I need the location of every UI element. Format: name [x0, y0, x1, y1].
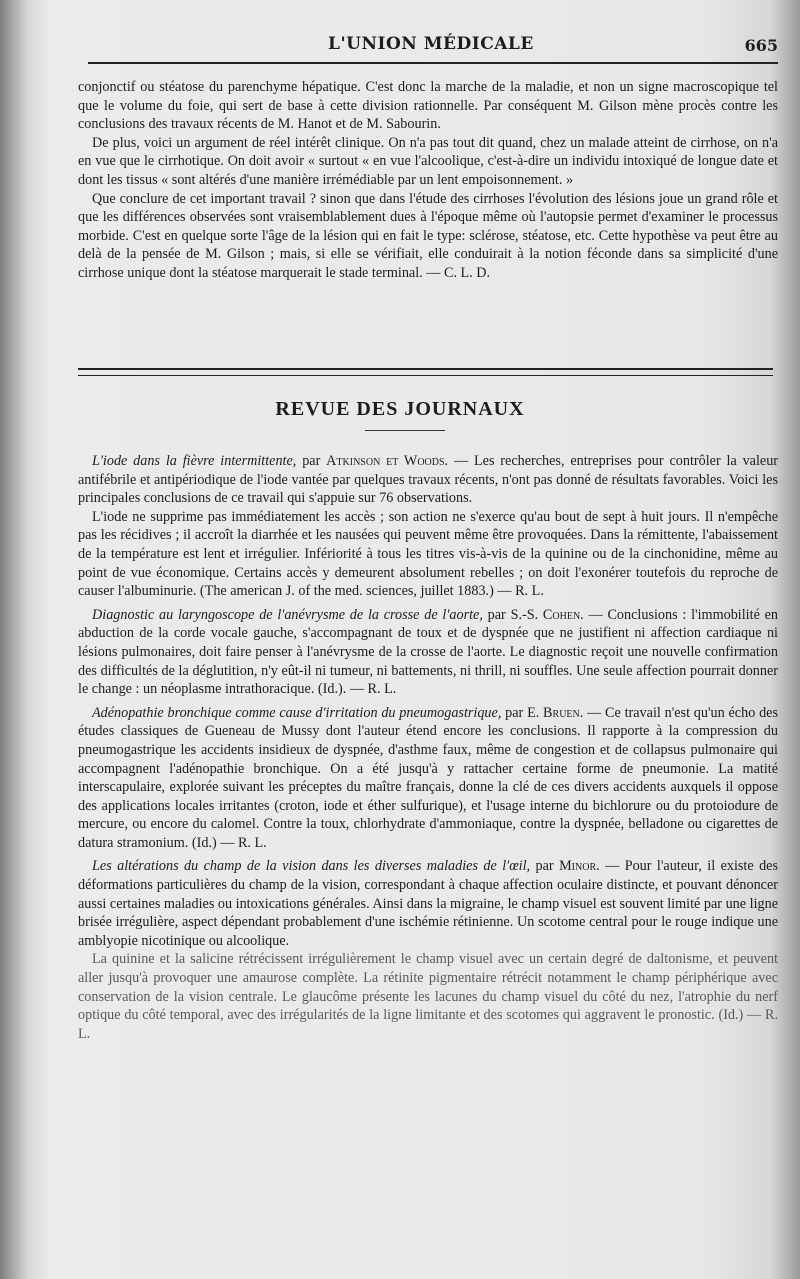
article-title: L'iode dans la fièvre intermittente, — [92, 453, 297, 469]
article-body: — Conclusions : l'immobilité en abduction de la corde vocale gauche, s'accompagnant de toux et de dyspnée que ne justifient ni affection cardiaque ni lésions pulmonaires, doit faire penser à l'anévrysme de la crosse de l'aorte. Le diagnostic reçoit une nouvelle confirmation des difficultés de la déglutition, n'y eût-il ni tumeur, ni battements, ni thrill, ni souffles. Une seule affection pourrait donner le change : un néoplasme intrathoracique. (Id.). — R. L. — [78, 606, 779, 698]
article-title: Les altérations du champ de la vision dans les diverses maladies de l'œil, — [92, 858, 531, 875]
article-continuation: L'iode ne supprime pas immédiatement les accès ; son action ne s'exerce qu'au bout de sept à huit jours. Il n'empêche pas les récidives ; il accroît la diarrhée et les nausées qui peuvent même être provoquées. Dans la rémittente, l'abaissement de la température est lent et irrégulier. Infériorité à tous les titres vis-à-vis de la quinine ou de la cinchonidine, même au point de vue économique. Certains accès y demeurent absolument rebelles ; on doit l'exonérer toutefois du reproche de causer l'albuminurie. (The american J. of the med. sciences, juillet 1883.) — R. L. — [78, 508, 778, 600]
paragraph: De plus, voici un argument de réel intérêt clinique. On n'a pas tout dit quand, chez un malade atteint de cirrhose, on n'a en vue que le cirrhotique. On doit avoir « surtout « en vue l'alcoolique, c'est-à-dire un individu intoxiqué de longue date et dont les tissus « sont altérés d'une manière irrémédiable par un lent empoisonnement. » — [78, 134, 778, 188]
intro-text — [78, 78, 778, 283]
article-entry — [78, 857, 778, 950]
heading-underline — [365, 430, 445, 431]
article-title: Adénopathie bronchique comme cause d'irritation du pneumogastrique, — [92, 704, 502, 721]
section-heading: REVUE DES JOURNAUX — [275, 398, 525, 420]
journal-title: L'UNION MÉDICALE — [328, 34, 534, 54]
paragraph: Que conclure de cet important travail ? sinon que dans l'étude des cirrhoses l'évolution des lésions joue un grand rôle et que les différences observées sont vraisemblablement dues à l'époque même où l'autopsie permet d'examiner le processus morbide. C'est en quelque sorte l'âge de la lésion qui en fait le type: sclérose, stéatose, etc. Cette hypothèse va peut être au delà de la pensée de M. Gilson ; mais, si elle se vérifiait, elle conduirait à la notion féconde dans sa simplicité d'une cirrhose unique dont la stéatose marquerait le stade terminal. — C. L. D. — [78, 190, 778, 281]
article-entry — [78, 606, 778, 699]
article-continuation: La quinine et la salicine rétrécissent irrégulièrement le champ visuel avec un certain degré de daltonisme, et peuvent aller jusqu'à provoquer une amaurose complète. La rétinite pigmentaire rétrécit notamment le champ périphérique avec conservation de la vision centrale. Le glaucôme présente les lacunes du champ visuel du côté du nez, l'atrophie du nerf optique du côté temporal, avec des irrégularités de la ligne limitante et des scotomes qui aggravent le pronostic. (Id.) — R. L. — [78, 951, 778, 1042]
article-authors: Atkinson et Woods. — [326, 453, 449, 469]
by-word: par — [535, 858, 554, 875]
article-authors: Minor. — [559, 858, 600, 875]
article-entry — [78, 452, 778, 508]
header-rule — [88, 62, 778, 64]
by-word: par — [487, 606, 506, 623]
article-title: Diagnostic au laryngoscope de l'anévrysme de la crosse de l'aorte, — [92, 606, 483, 623]
by-word: par — [505, 704, 524, 721]
running-header — [88, 30, 778, 62]
section-divider — [78, 368, 773, 376]
paragraph: conjonctif ou stéatose du parenchyme hépatique. C'est donc la marche de la maladie, et non un signe macroscopique tel que le volume du foie, qui sert de base à cette division rationnelle. Par conséquent M. Gilson mène procès contre les conclusions des travaux récents de M. Hanot et de M. Sabourin. — [78, 79, 778, 133]
by-word: par — [302, 453, 321, 469]
article-body: — Ce travail n'est qu'un écho des études classiques de Gueneau de Mussy dont l'auteur étend encore les conclusions. Il rapporte à la compression du pneumogastrique les accidents insidieux de dyspnée, d'asthme faux, même de congestion et de collapsus pulmonaire qui accompagnent l'adénopathie bronchique. On a été jusqu'à y rattacher certaine forme de pneumonie. La matité interscapulaire, explorée suivant les préceptes du maître français, donne la clé de ces divers accidents auxquels il oppose des applications locales irritantes (croton, iode et éther sulfurique), et l'usage interne du bichlorure ou du protoiodure de mercure, ou encore du calomel. Contre la toux, chlorhydrate d'ammoniaque, contre la dyspnée, belladone ou cigarettes de datura stramonium. (Id.) — R. L. — [78, 704, 778, 851]
article-entry — [78, 704, 778, 853]
article-body: — Les recherches, entreprises pour contrôler la valeur antifébrile et antipériodique de l'iode vantée par quelques travaux récents, n'ont pas donné de résultats favorables. Voici les principales conclusions de ce travail qui s'appuie sur 76 observations. — [78, 453, 779, 507]
article-authors: E. Bruen. — [527, 704, 584, 721]
journal-review-section — [78, 452, 778, 1048]
page-number: 665 — [744, 36, 778, 55]
article-authors: S.-S. Cohen. — [510, 606, 584, 623]
article-body: — Pour l'auteur, il existe des déformations particulières du champ de la vision, correspondant à chaque affection oculaire distincte, et pouvant dénoncer aussi certaines maladies ou intoxications générales. Ainsi dans la migraine, le champ visuel est souvent limité par une ligne brisée irrégulière, aspect dépendant probablement d'une ischémie rétinienne. Un scotome central pour le rouge indique une amblyopie nicotinique ou alcoolique. — [78, 858, 778, 949]
